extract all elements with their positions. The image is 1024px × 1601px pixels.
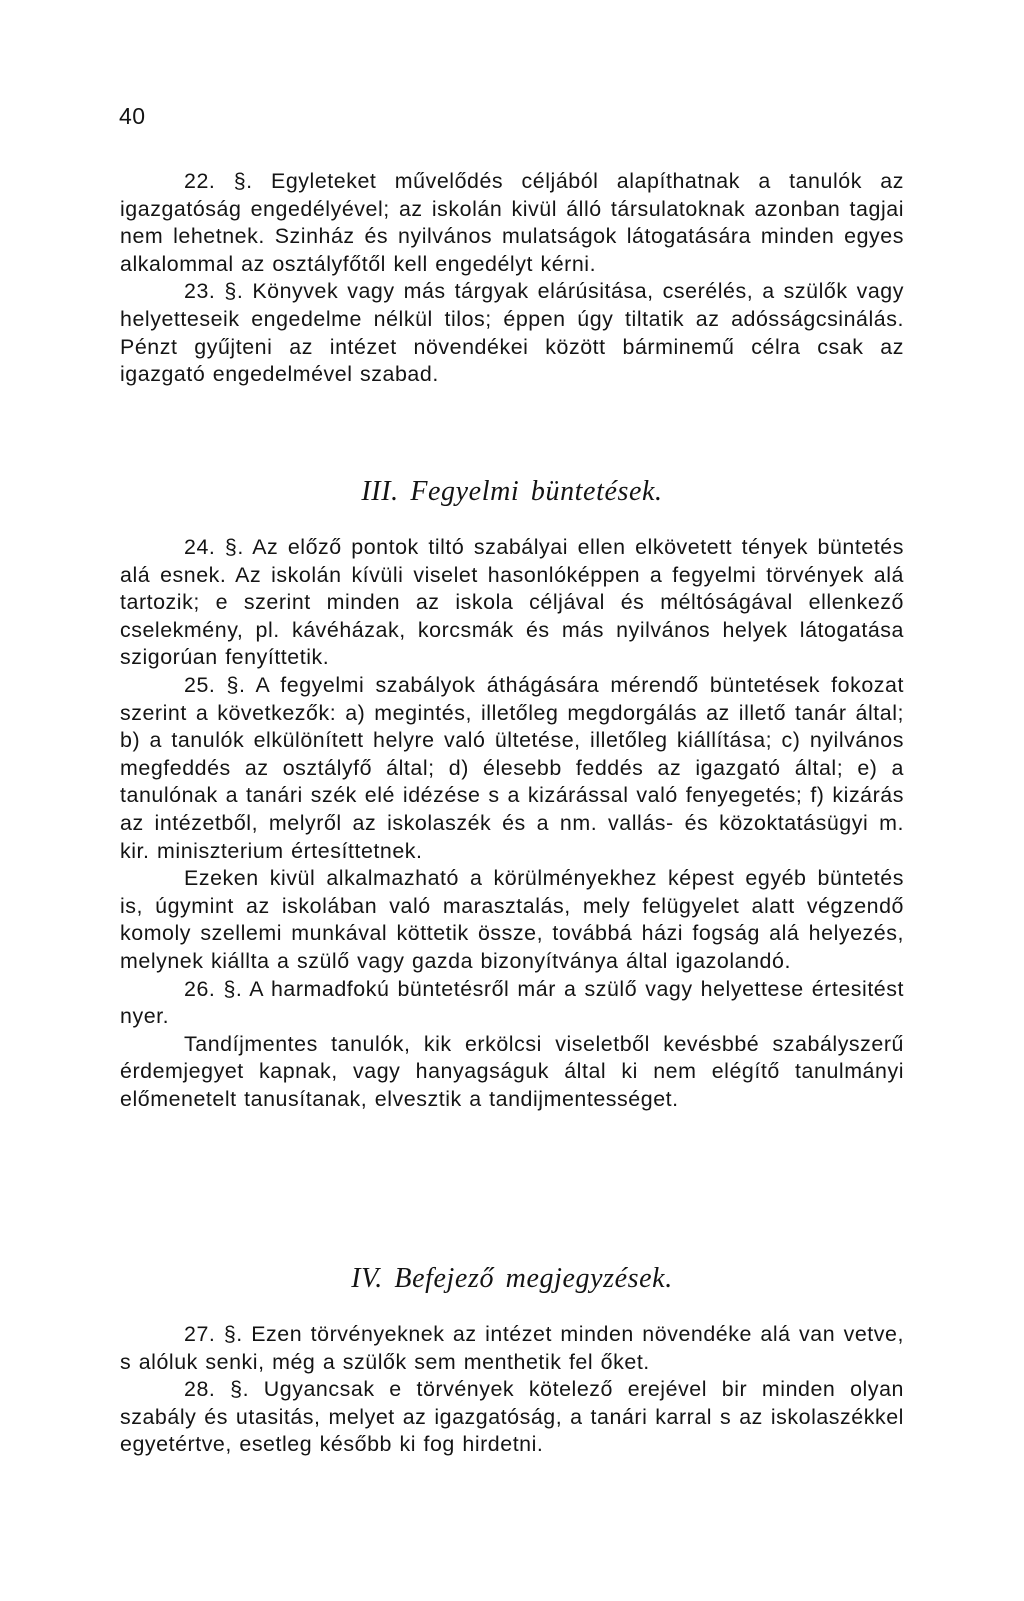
paragraph-28: 28. §. Ugyancsak e törvények kötelező erejével bir minden olyan szabály és utasitás, melyet az igazgatóság, a tanári karral s az iskolaszékkel egyetértve, esetleg később ki fog hirdetni.: [120, 1377, 904, 1457]
paragraph-26: 26. §. A harmadfokú büntetésről már a szülő vagy helyettese értesitést nyer.: [120, 976, 904, 1029]
paragraph-tuition-exempt: Tandíjmentes tanulók, kik erkölcsi viseletből kevésbbé szabályszerű érdemjegyet kapnak, vagy hanyagságuk által ki nem elégítő tanulmányi előmenetelt tanusítanak, elvesztik a tandijmentességet.: [120, 1031, 904, 1111]
page-number: 40: [119, 103, 146, 129]
paragraph-23: 23. §. Könyvek vagy más tárgyak elárúsitása, cserélés, a szülők vagy helyetteseik engedelme nélkül tilos; éppen úgy tiltatik az adósságcsinálás. Pénzt gyűjteni az intézet növendékei között bárminemű célra csak az igazgató engedelmével szabad.: [120, 279, 904, 387]
paragraph-additional-punishments: Ezeken kivül alkalmazható a körülményekhez képest egyéb büntetés is, úgymint az iskolában való marasztalás, mely felügyelet alatt végzendő komoly szellemi munkával köttetik össze, továbbá házi fogság alá helyezés, melynek kiállta a szülő vagy gazda bizonyítványa által igazolandó.: [120, 866, 904, 973]
section-discipline: [120, 534, 904, 1113]
paragraph-27: 27. §. Ezen törvényeknek az intézet minden növendéke alá van vetve, s alóluk senki, még a szülők sem menthetik fel őket.: [120, 1322, 904, 1374]
section-closing: [120, 1321, 904, 1459]
section-heading-closing: IV. Befejező megjegyzések.: [351, 1263, 673, 1294]
paragraph-24: 24. §. Az előző pontok tiltó szabályai ellen elkövetett tények büntetés alá esnek. Az iskolán kívüli viselet hasonlóképpen a fegyelmi törvények alá tartozik; e szerint minden az iskola céljával és méltóságával ellenkező cselekmény, pl. kávéházak, korcsmák és más nyilvános helyek látogatása szigorúan fenyíttetik.: [120, 535, 904, 670]
section-heading-discipline: III. Fegyelmi büntetések.: [361, 476, 663, 507]
paragraph-22: 22. §. Egyleteket művelődés céljából alapíthatnak a tanulók az igazgatóság engedélyével; az iskolán kivül álló társulatoknak azonban tagjai nem lehetnek. Szinház és nyilvános mulatságok látogatására minden egyes alkalommal az osztályfőtől kell engedélyt kérni.: [120, 169, 904, 276]
section-general: [120, 168, 904, 389]
paragraph-25: 25. §. A fegyelmi szabályok áthágására mérendő büntetések fokozat szerint a következők: a) megintés, illetőleg megdorgálás az illető tanár által; b) a tanulók elkülönített helyre való ültetése, illetőleg kiállítása; c) nyilvános megfeddés az osztályfő által; d) élesebb feddés az igazgató által; e) a tanulónak a tanári szék elé idézése s a kizárással való fenyegetés; f) kizárás az intézetből, melyről az iskolaszék és a nm. vallás- és közoktatásügyi m. kir. miniszterium értesíttetnek.: [120, 672, 904, 863]
